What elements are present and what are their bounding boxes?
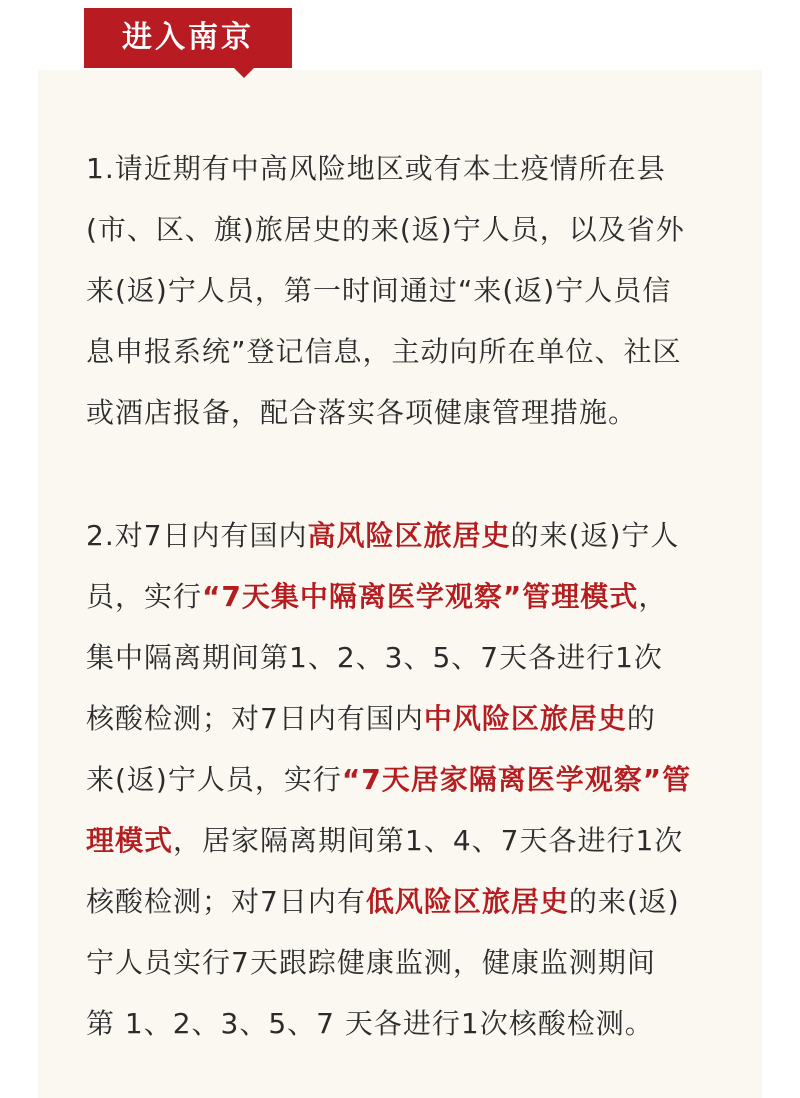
highlight-home-quarantine-cont: 理模式 bbox=[86, 824, 174, 857]
text-line: 来(返)宁人员，第一时间通过“来(返)宁人员信 bbox=[86, 274, 672, 307]
text-line: 核酸检测；对7日内有国内中风险区旅居史的 bbox=[86, 702, 656, 735]
text-line: 或酒店报备，配合落实各项健康管理措施。 bbox=[86, 396, 638, 429]
text-line: 集中隔离期间第1、2、3、5、7天各进行1次 bbox=[86, 641, 663, 674]
highlight-medium-risk: 中风险区旅居史 bbox=[423, 702, 627, 735]
section-title: 进入南京 bbox=[122, 20, 254, 55]
section-header-tab bbox=[84, 8, 292, 68]
text-line: 核酸检测；对7日内有低风险区旅居史的来(返) bbox=[86, 885, 680, 918]
paragraph-registration bbox=[86, 138, 722, 443]
text-line: 2.对7日内有国内高风险区旅居史的来(返)宁人 bbox=[86, 519, 680, 552]
text-line: 第 1、2、3、5、7 天各进行1次核酸检测。 bbox=[86, 1007, 654, 1040]
highlight-low-risk: 低风险区旅居史 bbox=[365, 885, 569, 918]
text-line: (市、区、旗)旅居史的来(返)宁人员，以及省外 bbox=[86, 213, 685, 246]
tab-notch-decoration bbox=[234, 68, 254, 78]
text-line: 1.请近期有中高风险地区或有本土疫情所在县 bbox=[86, 152, 666, 185]
text-line: 员，实行“7天集中隔离医学观察”管理模式， bbox=[86, 580, 668, 613]
text-line: 来(返)宁人员，实行“7天居家隔离医学观察”管 bbox=[86, 763, 692, 796]
paragraph-quarantine-rules bbox=[86, 505, 722, 1054]
text-line: 息申报系统”登记信息，主动向所在单位、社区 bbox=[86, 335, 682, 368]
highlight-high-risk: 高风险区旅居史 bbox=[307, 519, 511, 552]
highlight-centralized-quarantine: “7天集中隔离医学观察”管理模式 bbox=[202, 580, 639, 613]
highlight-home-quarantine: “7天居家隔离医学观察”管 bbox=[341, 763, 692, 796]
text-line: 宁人员实行7天跟踪健康监测，健康监测期间 bbox=[86, 946, 656, 979]
text-line: 理模式，居家隔离期间第1、4、7天各进行1次 bbox=[86, 824, 684, 857]
